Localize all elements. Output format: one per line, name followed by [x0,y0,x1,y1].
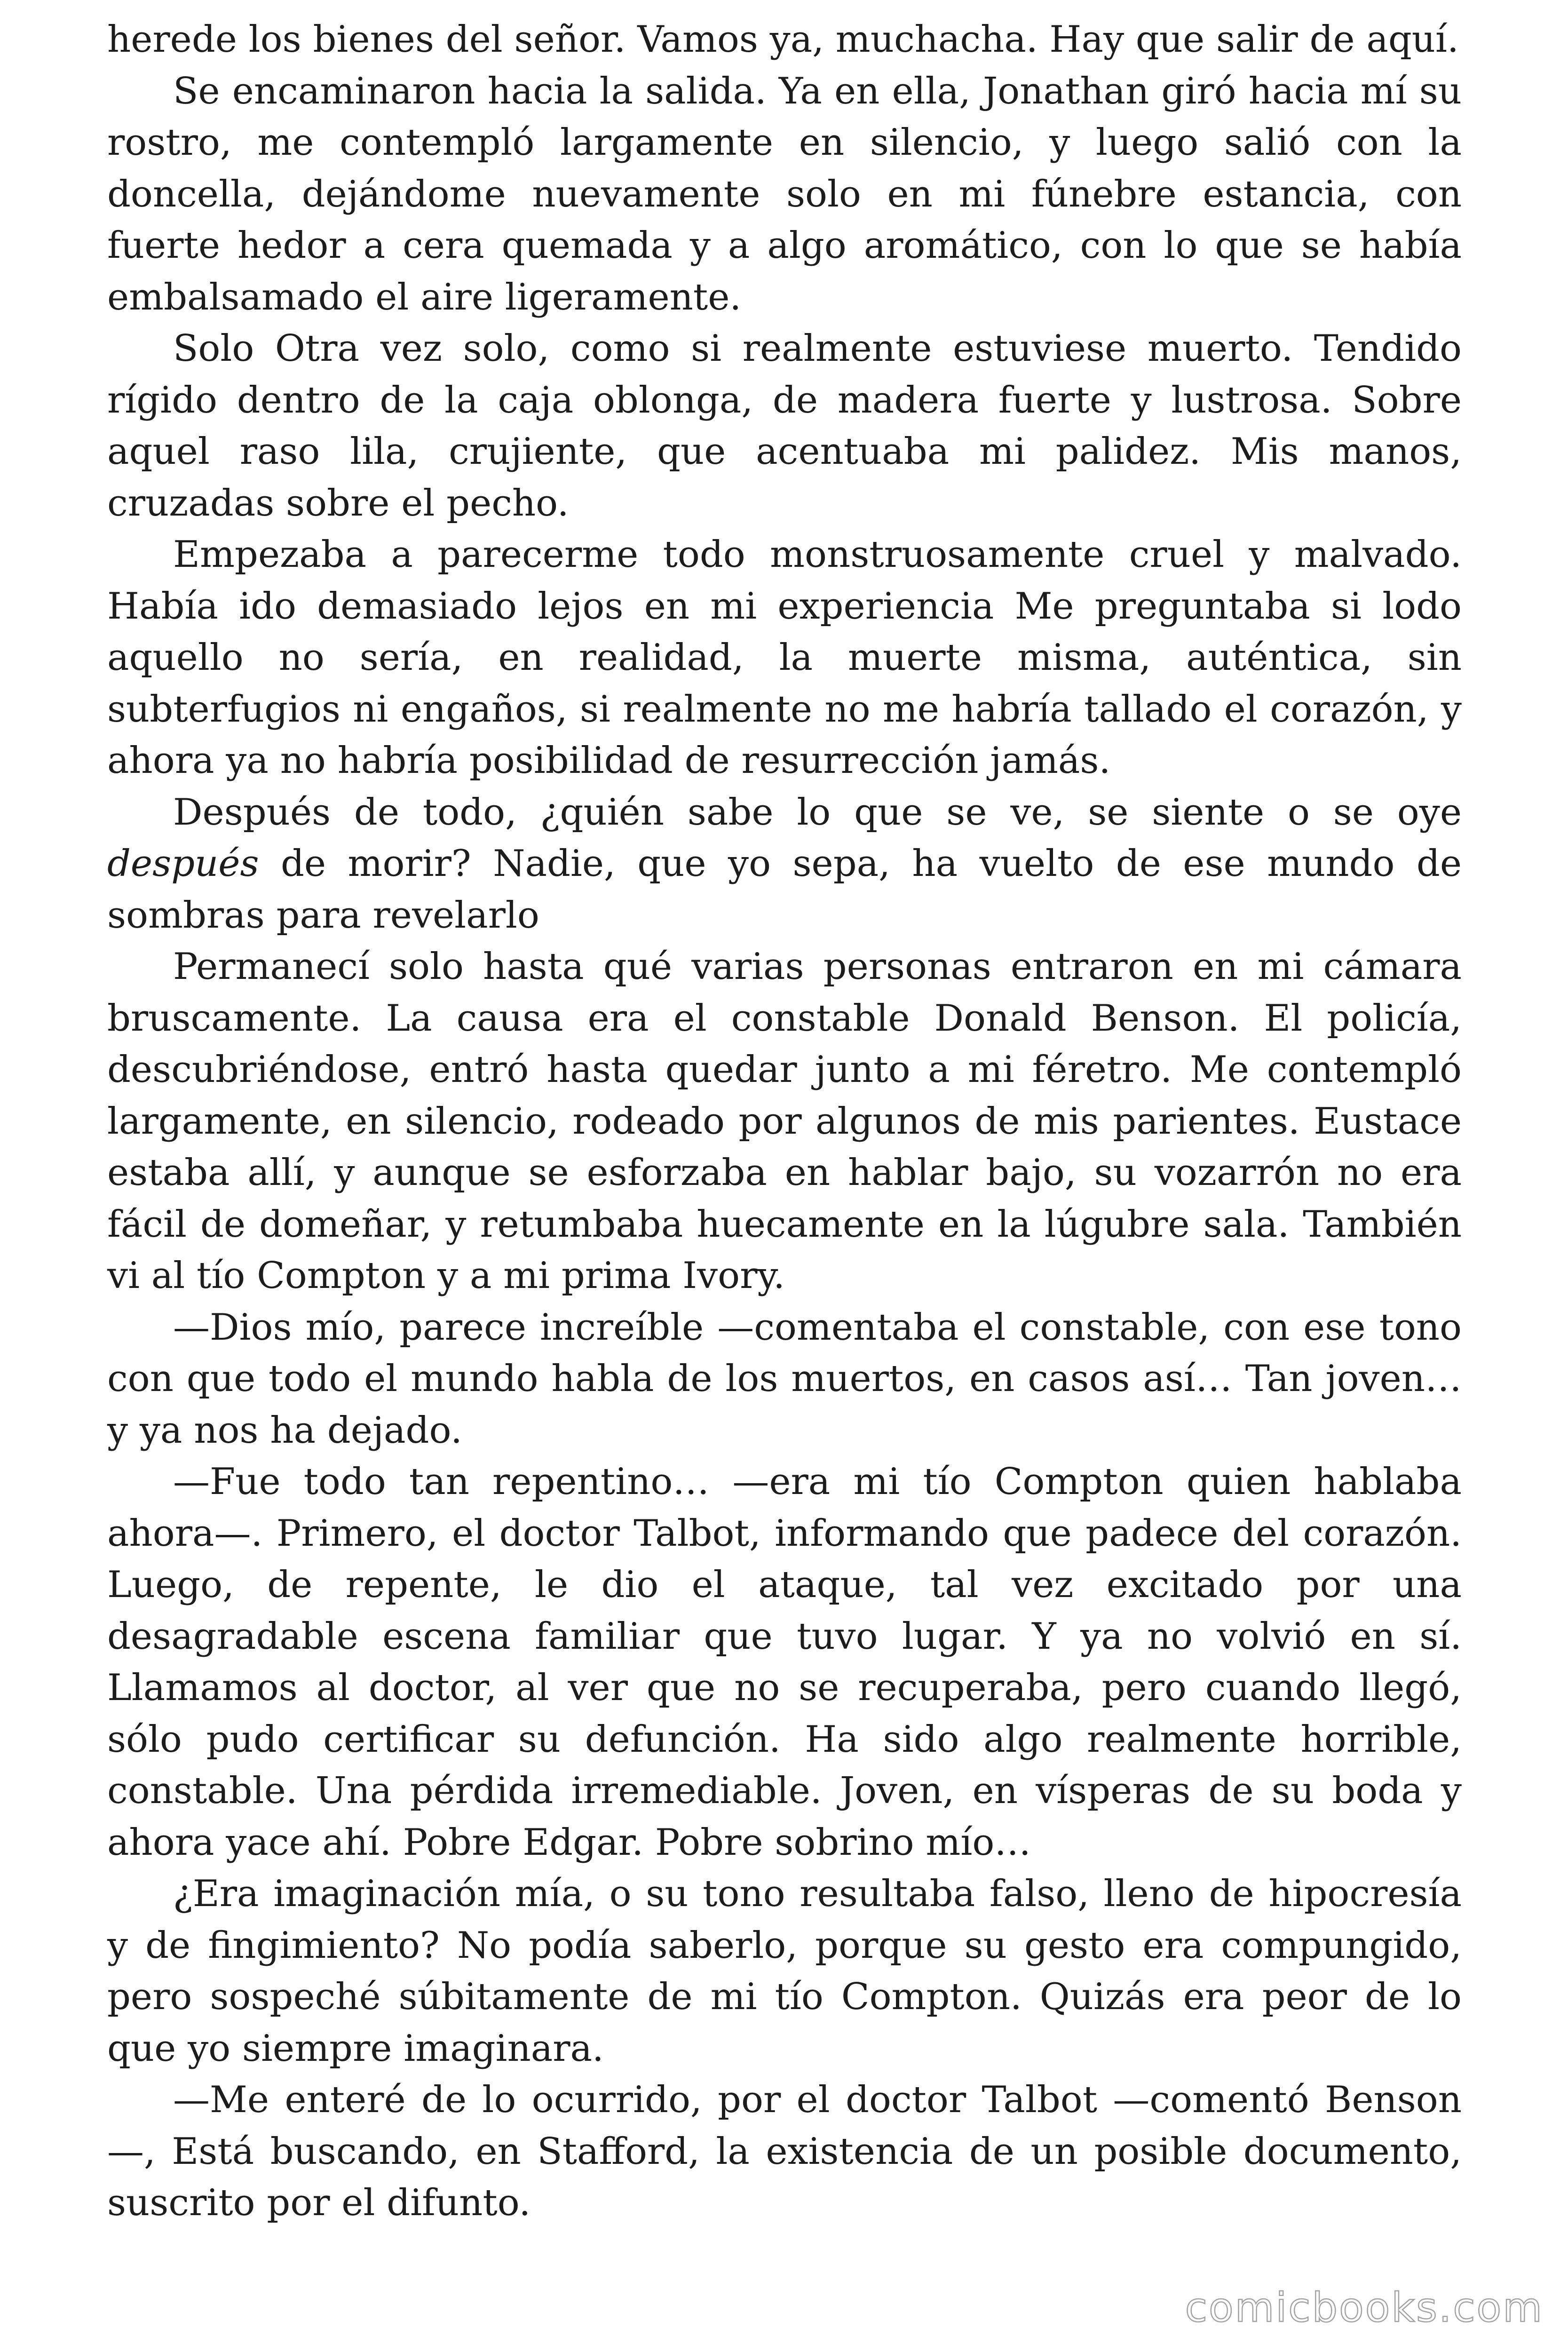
paragraph-text-before: Después de todo, ¿quién sabe lo que se ve, se siente o se oye [173,791,1462,834]
paragraph: —Fue todo tan repentino… —era mi tío Compton quien hablaba ahora—. Primero, el doctor Talbot, informando que padece del corazón. Luego, de repente, le dio el ataque, tal vez excitado por una desagradable escena familiar que tuvo lugar. Y ya no volvió en sí. Llamamos al doctor, al ver que no se recuperaba, pero cuando llegó, sólo pudo certificar su defunción. Ha sido algo realmente horrible, constable. Una pérdida irremediable. Joven, en vísperas de su boda y ahora yace ahí. Pobre Edgar. Pobre sobrino mío… [107,1461,1462,1864]
book-page-text [107,14,1462,2229]
watermark: comicbooks.com [1185,2284,1544,2331]
paragraph: Permanecí solo hasta qué varias personas entraron en mi cámara bruscamente. La causa era el constable Donald Benson. El policía, descubriéndose, entró hasta quedar junto a mi féretro. Me contempló largamente, en silencio, rodeado por algunos de mis parientes. Eustace estaba allí, y aunque se esforzaba en hablar bajo, su vozarrón no era fácil de domeñar, y retumbaba huecamente en la lúgubre sala. También vi al tío Compton y a mi prima Ivory. [107,946,1462,1297]
paragraph: herede los bienes del señor. Vamos ya, muchacha. Hay que salir de aquí. [107,18,1459,61]
paragraph [107,787,1462,942]
paragraph: Se encaminaron hacia la salida. Ya en ella, Jonathan giró hacia mí su rostro, me contempló largamente en silencio, y luego salió con la doncella, dejándome nuevamente solo en mi fúnebre estancia, con fuerte hedor a cera quemada y a algo aromático, con lo que se había embalsamado el aire ligeramente. [107,70,1462,318]
paragraph: Solo Otra vez solo, como si realmente estuviese muerto. Tendido rígido dentro de la caja oblonga, de madera fuerte y lustrosa. Sobre aquel raso lila, crujiente, que acentuaba mi palidez. Mis manos, cruzadas sobre el pecho. [107,327,1462,524]
paragraph-text-after: de morir? Nadie, que yo sepa, ha vuelto de ese mundo de sombras para revelarlo [107,842,1462,937]
paragraph: ¿Era imaginación mía, o su tono resultaba falso, lleno de hipocresía y de fingimiento? No podía saberlo, porque su gesto era compungido, pero sospeché súbitamente de mi tío Compton. Quizás era peor de lo que yo siempre imaginara. [107,1873,1462,2070]
emphasized-word: después [107,842,259,885]
paragraph: —Me enteré de lo ocurrido, por el doctor Talbot —comentó Benson—, Está buscando, en Stafford, la existencia de un posible documento, suscrito por el difunto. [107,2079,1462,2224]
paragraph: —Dios mío, parece increíble —comentaba el constable, con ese tono con que todo el mundo habla de los muertos, en casos así… Tan joven… y ya nos ha dejado. [107,1306,1462,1452]
paragraph: Empezaba a parecerme todo monstruosamente cruel y malvado. Había ido demasiado lejos en mi experiencia Me preguntaba si lodo aquello no sería, en realidad, la muerte misma, auténtica, sin subterfugios ni engaños, si realmente no me habría tallado el corazón, y ahora ya no habría posibilidad de resurrección jamás. [107,533,1462,782]
